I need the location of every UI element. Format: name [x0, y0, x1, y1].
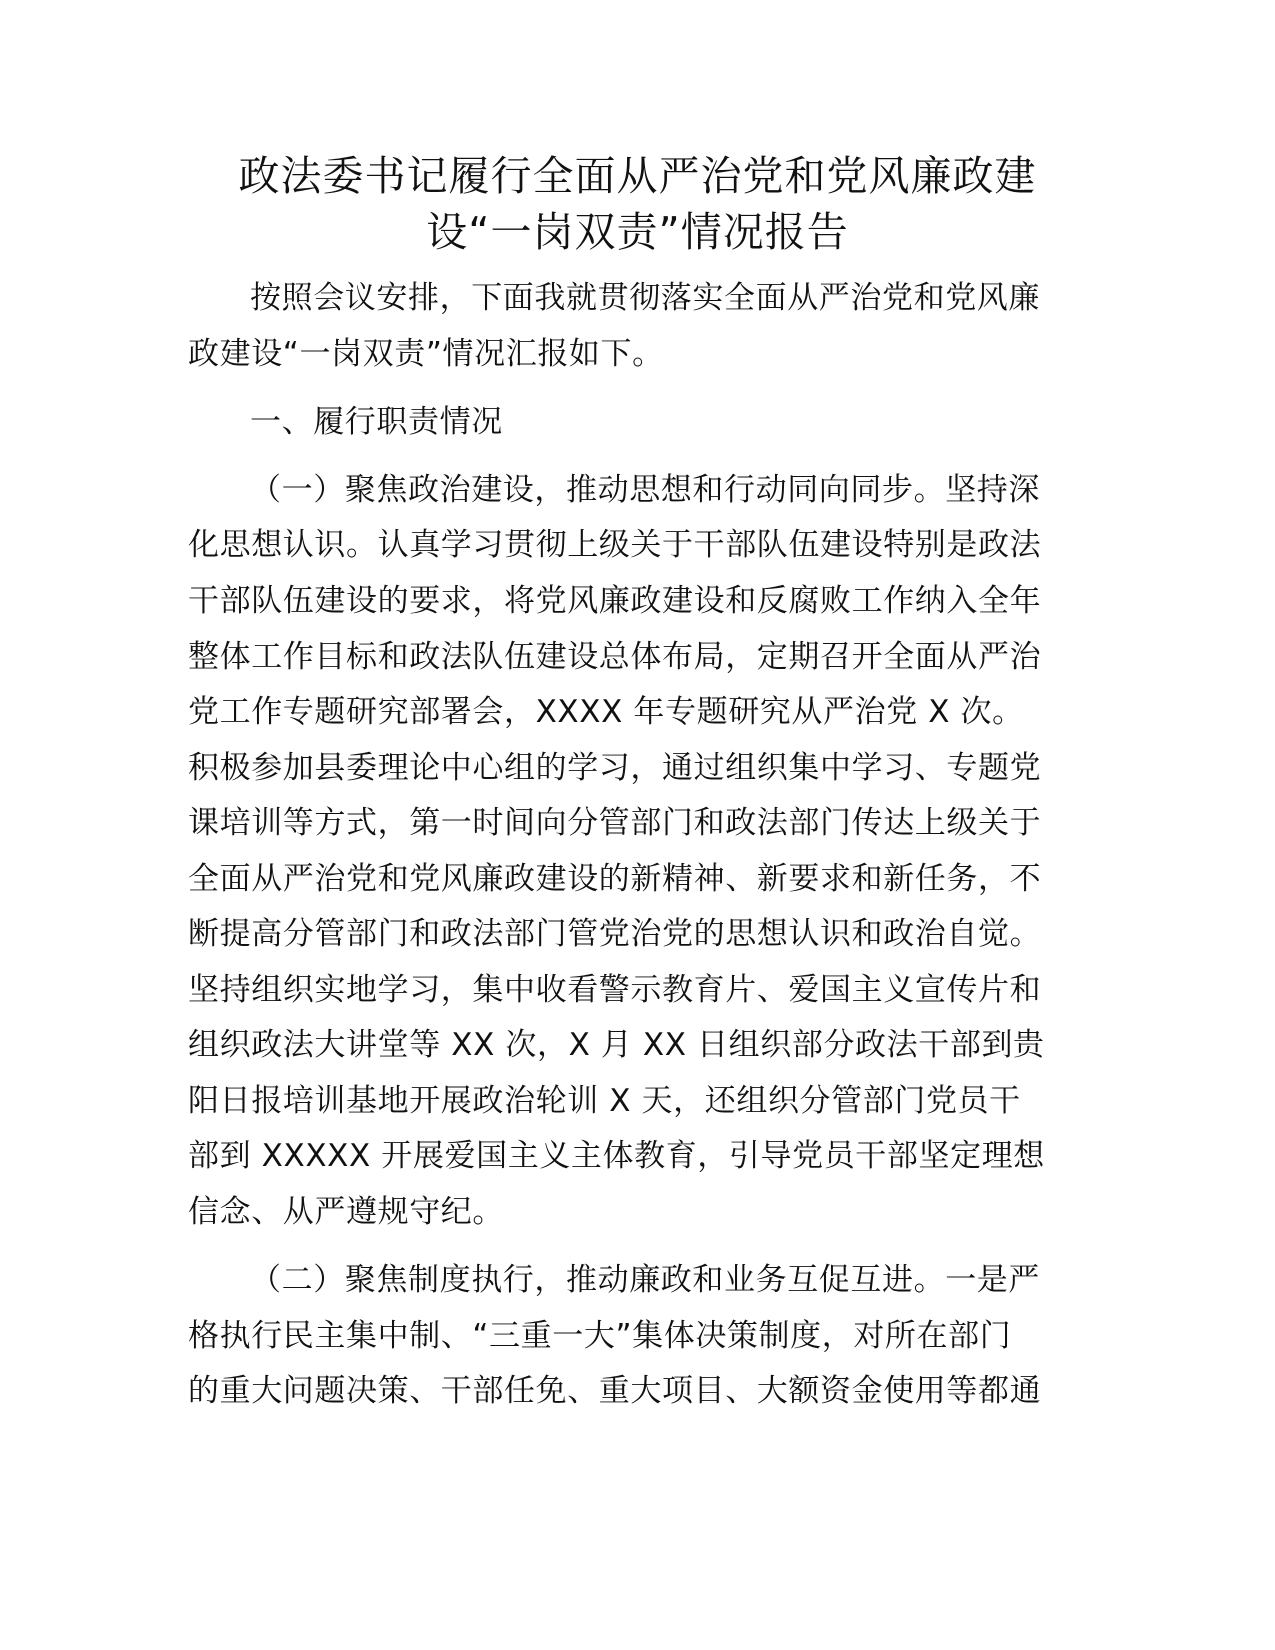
- para1-line-11: 组织政法大讲堂等 XX 次，X 月 XX 日组织部分政法干部到贵: [188, 1027, 1045, 1063]
- title-line-1: 政法委书记履行全面从严治党和党风廉政建: [238, 152, 1037, 200]
- para1-line-12: 阳日报培训基地开展政治轮训 X 天，还组织分管部门党员干: [188, 1083, 1021, 1119]
- para1-line-6: 积极参加县委理论中心组的学习，通过组织集中学习、专题党: [188, 750, 1042, 786]
- para1-line-3: 干部队伍建设的要求，将党风廉政建设和反腐败工作纳入全年: [188, 583, 1042, 619]
- document-title: [180, 148, 1095, 260]
- para1-line-5: 党工作专题研究部署会，XXXX 年专题研究从严治党 X 次。: [188, 694, 1024, 730]
- para1-line-4: 整体工作目标和政法队伍建设总体布局，定期召开全面从严治: [188, 639, 1042, 675]
- para1-line-1: （一）聚焦政治建设，推动思想和行动同向同步。坚持深: [250, 472, 1040, 508]
- intro-line-1: 按照会议安排，下面我就贯彻落实全面从严治党和党风廉: [250, 280, 1040, 316]
- para2-line-3: 的重大问题决策、干部任免、重大项目、大额资金使用等都通: [188, 1373, 1042, 1409]
- title-line-2: 设“一岗双责”情况报告: [426, 208, 849, 256]
- para1-line-7: 课培训等方式，第一时间向分管部门和政法部门传达上级关于: [188, 805, 1042, 841]
- para1-line-10: 坚持组织实地学习，集中收看警示教育片、爱国主义宣传片和: [188, 972, 1042, 1008]
- para2-line-1: （二）聚焦制度执行，推动廉政和业务互促互进。一是严: [250, 1262, 1040, 1298]
- para1-line-13: 部到 XXXXX 开展爱国主义主体教育，引导党员干部坚定理想: [188, 1138, 1045, 1174]
- section-heading: 一、履行职责情况: [250, 404, 503, 440]
- para2-line-2: 格执行民主集中制、“三重一大”集体决策制度，对所在部门: [188, 1318, 1012, 1354]
- intro-line-2: 政建设“一岗双责”情况汇报如下。: [188, 336, 664, 372]
- para1-line-2: 化思想认识。认真学习贯彻上级关于干部队伍建设特别是政法: [188, 527, 1042, 563]
- para1-line-14: 信念、从严遵规守纪。: [188, 1194, 504, 1230]
- para1-line-9: 断提高分管部门和政法部门管党治党的思想认识和政治自觉。: [188, 916, 1042, 952]
- para1-line-8: 全面从严治党和党风廉政建设的新精神、新要求和新任务，不: [188, 861, 1042, 897]
